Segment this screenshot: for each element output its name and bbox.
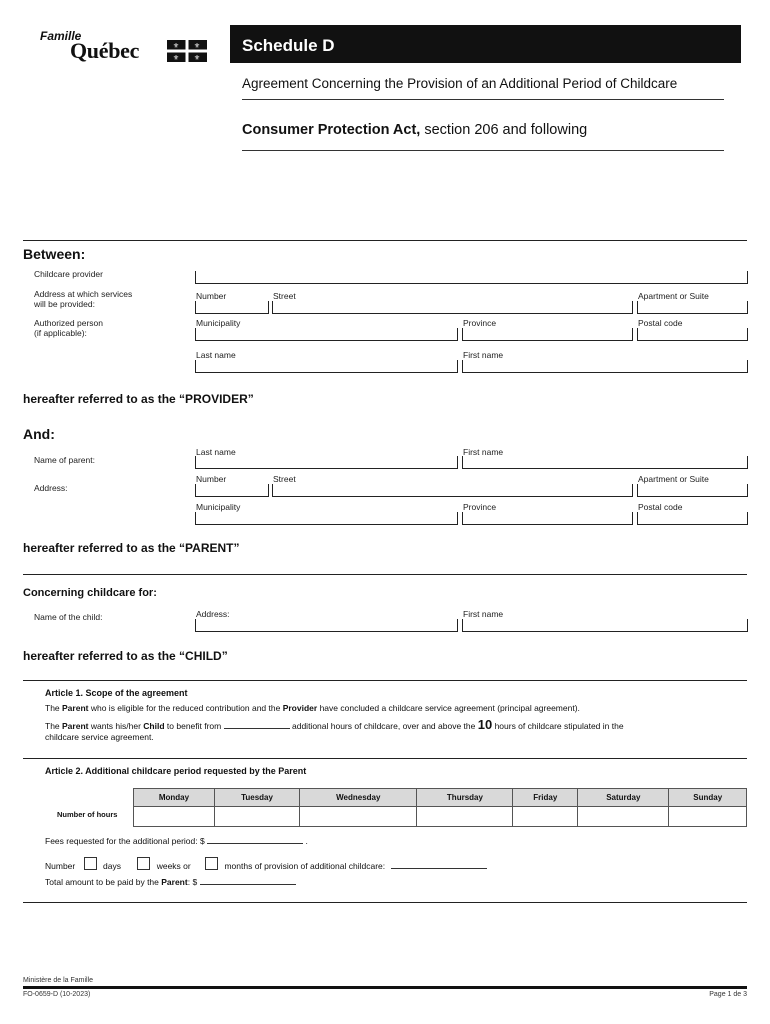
postal-code-label: Postal code — [638, 502, 683, 512]
schedule-title: Schedule D — [242, 36, 335, 55]
section-divider — [23, 758, 747, 759]
and-heading: And: — [23, 426, 55, 442]
provider-hereafter: hereafter referred to as the “PROVIDER” — [23, 392, 254, 406]
day-header-thursday: Thursday — [417, 789, 513, 807]
provider-postal-code-field[interactable] — [637, 328, 748, 341]
provision-count-field[interactable] — [391, 868, 487, 869]
stipulated-hours: 10 — [477, 717, 493, 732]
hours-cell-wednesday[interactable] — [300, 807, 417, 827]
agreement-subtitle: Agreement Concerning the Provision of an Additional Period of Childcare — [242, 76, 678, 91]
first-name-label: First name — [463, 447, 504, 457]
province-label: Province — [463, 318, 497, 328]
apartment-label: Apartment or Suite — [638, 291, 709, 301]
name-of-child-label: Name of the child: — [34, 612, 103, 622]
provider-number-field[interactable] — [195, 301, 269, 314]
hours-table — [133, 788, 747, 827]
hours-cell-monday[interactable] — [134, 807, 215, 827]
municipality-label: Municipality — [196, 318, 241, 328]
postal-code-label: Postal code — [638, 318, 683, 328]
provider-municipality-field[interactable] — [195, 328, 458, 341]
svg-text:⚜: ⚜ — [172, 43, 180, 50]
total-amount-field[interactable] — [200, 884, 296, 885]
parent-municipality-field[interactable] — [195, 512, 458, 525]
article1-title: Article 1. Scope of the agreement — [45, 688, 188, 698]
section-divider — [23, 240, 747, 241]
parent-postal-code-field[interactable] — [637, 512, 748, 525]
day-header-monday: Monday — [134, 789, 215, 807]
parent-last-name-field[interactable] — [195, 456, 458, 469]
weeks-checkbox[interactable] — [137, 857, 150, 870]
parent-address-label: Address: — [34, 483, 68, 493]
article1-paragraph1: The Parent who is eligible for the reduced contribution and the Provider have concluded a childcare service agreement (principal agreement). — [45, 703, 580, 713]
period-line: Number days weeks or months of provision of additional childcare: — [45, 857, 487, 872]
divider — [242, 99, 724, 100]
days-checkbox[interactable] — [84, 857, 97, 870]
child-address-label: Address: — [196, 609, 230, 619]
day-header-wednesday: Wednesday — [300, 789, 417, 807]
hours-cell-thursday[interactable] — [417, 807, 513, 827]
provider-name-field[interactable] — [195, 271, 748, 284]
number-of-hours-label: Number of hours — [57, 810, 118, 819]
child-first-name-field[interactable] — [462, 619, 748, 632]
additional-hours-field[interactable] — [224, 728, 290, 729]
svg-text:⚜: ⚜ — [193, 43, 201, 50]
provider-province-field[interactable] — [462, 328, 633, 341]
hours-cell-friday[interactable] — [513, 807, 578, 827]
svg-text:⚜: ⚜ — [193, 55, 201, 62]
parent-hereafter: hereafter referred to as the “PARENT” — [23, 541, 240, 555]
apartment-label: Apartment or Suite — [638, 474, 709, 484]
day-header-tuesday: Tuesday — [214, 789, 299, 807]
number-label: Number — [196, 291, 227, 301]
total-line: Total amount to be paid by the Parent: $ — [45, 877, 296, 888]
parent-number-field[interactable] — [195, 484, 269, 497]
province-label: Province — [463, 502, 497, 512]
months-checkbox[interactable] — [205, 857, 218, 870]
authorized-first-name-field[interactable] — [462, 360, 748, 373]
concerning-heading: Concerning childcare for: — [23, 587, 157, 599]
quebec-flag-icon — [167, 40, 207, 62]
logo-quebec: Québec — [70, 38, 140, 63]
authorized-last-name-field[interactable] — [195, 360, 458, 373]
logo-famille: Famille — [40, 29, 82, 43]
between-heading: Between: — [23, 246, 86, 262]
article2-title: Article 2. Additional childcare period requested by the Parent — [45, 766, 307, 776]
parent-street-field[interactable] — [272, 484, 633, 497]
first-name-label: First name — [463, 350, 504, 360]
form-code: FO-0659-D (10-2023) — [23, 991, 91, 998]
svg-text:⚜: ⚜ — [172, 55, 180, 62]
last-name-label: Last name — [196, 447, 236, 457]
footer-rule — [23, 986, 747, 989]
hours-cell-tuesday[interactable] — [214, 807, 299, 827]
divider — [242, 150, 724, 151]
ministry-label: Ministère de la Famille — [23, 977, 94, 984]
name-of-parent-label: Name of parent: — [34, 455, 95, 465]
authorized-person-label: Authorized person (if applicable): — [34, 318, 103, 338]
municipality-label: Municipality — [196, 502, 241, 512]
provider-apartment-field[interactable] — [637, 301, 748, 314]
day-header-sunday: Sunday — [669, 789, 747, 807]
first-name-label: First name — [463, 609, 504, 619]
fees-field[interactable] — [207, 843, 303, 844]
day-header-saturday: Saturday — [578, 789, 669, 807]
street-label: Street — [273, 291, 296, 301]
parent-first-name-field[interactable] — [462, 456, 748, 469]
childcare-provider-label: Childcare provider — [34, 269, 103, 279]
parent-apartment-field[interactable] — [637, 484, 748, 497]
provider-street-field[interactable] — [272, 301, 633, 314]
act-reference: Consumer Protection Act, section 206 and following — [242, 122, 588, 138]
hours-cell-saturday[interactable] — [578, 807, 669, 827]
street-label: Street — [273, 474, 296, 484]
parent-province-field[interactable] — [462, 512, 633, 525]
last-name-label: Last name — [196, 350, 236, 360]
page-number: Page 1 de 3 — [709, 991, 747, 998]
section-divider — [23, 574, 747, 575]
hours-cell-sunday[interactable] — [669, 807, 747, 827]
section-divider — [23, 902, 747, 903]
child-hereafter: hereafter referred to as the “CHILD” — [23, 649, 228, 663]
service-address-label: Address at which services will be provided: — [34, 289, 133, 309]
day-header-friday: Friday — [513, 789, 578, 807]
fees-line: Fees requested for the additional period: $ . — [45, 836, 308, 846]
child-address-field[interactable] — [195, 619, 458, 632]
section-divider — [23, 680, 747, 681]
article1-paragraph2: The Parent wants his/her Child to benefit from additional hours of childcare, over and above the 10 hours of childcare stipulated in the childcare service agreement. — [45, 717, 624, 742]
number-label: Number — [196, 474, 227, 484]
